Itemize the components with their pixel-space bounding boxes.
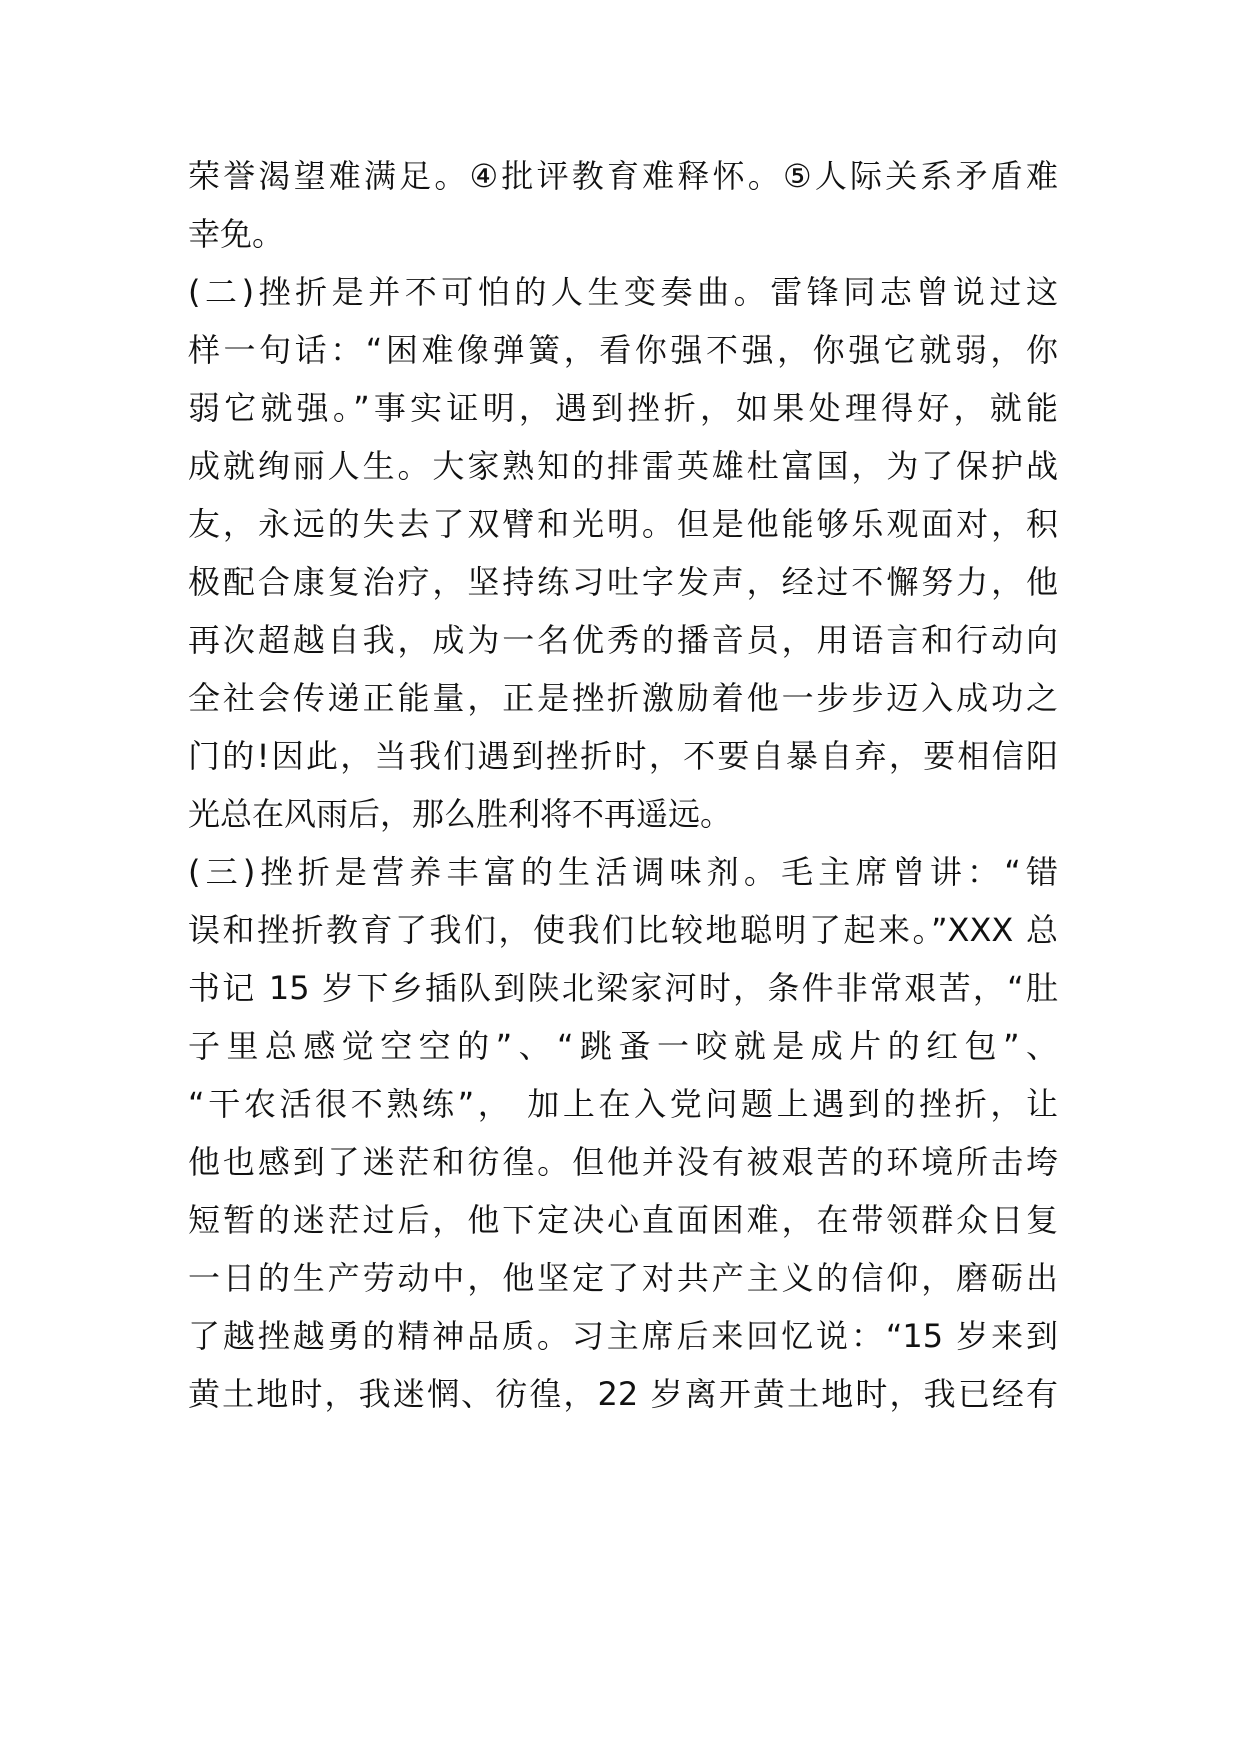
text-line: 了越挫越勇的精神品质。习主席后来回忆说：“15 岁来到 [188, 1317, 1058, 1355]
text-line: 短暂的迷茫过后，他下定决心直面困难，在带领群众日复 [188, 1201, 1058, 1239]
text-line: 幸免。 [188, 215, 285, 253]
text-line: 一日的生产劳动中，他坚定了对共产主义的信仰，磨砺出 [188, 1259, 1058, 1297]
text-line: 门的!因此，当我们遇到挫折时，不要自暴自弃，要相信阳 [188, 737, 1058, 775]
text-line: (二)挫折是并不可怕的人生变奏曲。雷锋同志曾说过这 [188, 273, 1058, 311]
text-line: 弱它就强。”事实证明，遇到挫折，如果处理得好，就能 [188, 389, 1058, 427]
text-line: 再次超越自我，成为一名优秀的播音员，用语言和行动向 [188, 621, 1058, 659]
text-line: 友，永远的失去了双臂和光明。但是他能够乐观面对，积 [188, 505, 1058, 543]
text-line: 光总在风雨后，那么胜利将不再遥远。 [188, 795, 733, 833]
text-line: 他也感到了迷茫和彷徨。但他并没有被艰苦的环境所击垮 [188, 1143, 1058, 1181]
text-line: 误和挫折教育了我们，使我们比较地聪明了起来。”XXX 总 [188, 911, 1058, 949]
text-line: 黄土地时，我迷惘、彷徨，22 岁离开黄土地时，我已经有 [188, 1375, 1058, 1413]
text-line: 极配合康复治疗，坚持练习吐字发声，经过不懈努力，他 [188, 563, 1058, 601]
text-line: 子里总感觉空空的”、“跳蚤一咬就是成片的红包”、 [188, 1027, 1058, 1065]
text-line: 成就绚丽人生。大家熟知的排雷英雄杜富国，为了保护战 [188, 447, 1058, 485]
text-line: 全社会传递正能量，正是挫折激励着他一步步迈入成功之 [188, 679, 1058, 717]
text-line: (三)挫折是营养丰富的生活调味剂。毛主席曾讲：“错 [188, 853, 1058, 891]
text-line: “干农活很不熟练”， 加上在入党问题上遇到的挫折，让 [188, 1085, 1058, 1123]
text-line: 样一句话：“困难像弹簧，看你强不强，你强它就弱，你 [188, 331, 1058, 369]
text-line: 书记 15 岁下乡插队到陕北梁家河时，条件非常艰苦，“肚 [188, 969, 1058, 1007]
text-line: 荣誉渴望难满足。④批评教育难释怀。⑤人际关系矛盾难 [188, 157, 1058, 195]
